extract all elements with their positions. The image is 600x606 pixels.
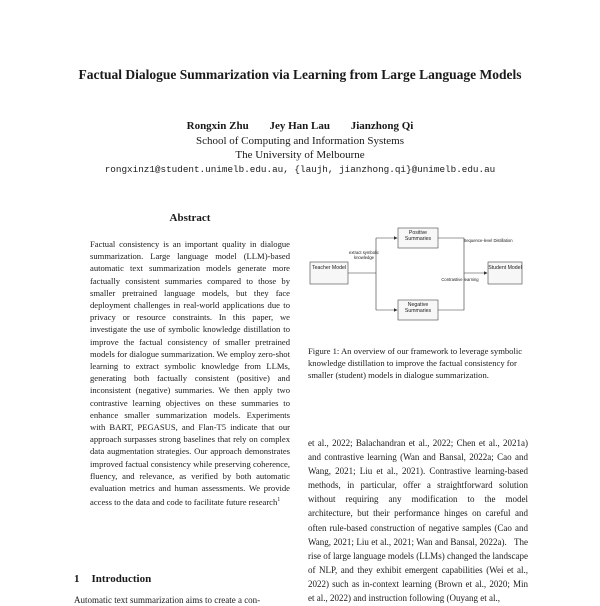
author-emails: rongxinz1@student.unimelb.edu.au, {laujh, jianzhong.qi}@unimelb.edu.au (104, 164, 496, 175)
author-list (40, 120, 560, 132)
footnote-mark: 1 (277, 497, 281, 504)
student-label: Student Model (488, 265, 522, 271)
abstract-body (90, 238, 290, 508)
abstract-heading: Abstract (169, 212, 211, 224)
author-name: Jey Han Lau (269, 120, 330, 132)
positive-box (398, 228, 438, 248)
framework-diagram (304, 222, 530, 330)
author-name: Jianzhong Qi (350, 120, 414, 132)
contrastive-learning-label: Contrastive learning (441, 277, 479, 282)
abstract-text: Factual consistency is an important quality in dialogue summarization. Large language model (LLM)-based automatic text summarization models generate more factually consistent summaries compared to those by smaller pretrained language models, but they face deployment challenges in real-world applications due to privacy or resource constraints. In this paper, we investigate the use of symbolic knowledge distillation to improve the factual consistency of smaller pretrained models for dialogue summarization. We employ zero-shot learning to extract symbolic knowledge from LLMs, generating both factually consistent (positive) and inconsistent (negative) summaries. We then apply two contrastive learning objectives on these summaries to enhance smaller summarization models. Experiments with BART, PEGASUS, and Flan-T5 indicate that our approach surpasses strong baselines that rely on complex data augmentation strategies. Our approach demonstrates improved factual consistency while preserving coherence, fluency, and relevance, as verified by both automatic evaluation metrics and human assessments. We provide access to the data and code to facilitate future research (90, 239, 290, 508)
sequence-distillation-label: Sequence-level Distillation (463, 238, 513, 243)
author-name: Rongxin Zhu (186, 120, 249, 132)
student-box (488, 262, 522, 284)
teacher-label: Teacher Model (311, 265, 347, 271)
intro-partial-line: Automatic text summarization aims to create a con- (74, 595, 261, 605)
section-number: 1 (74, 573, 80, 585)
negative-box (398, 300, 438, 320)
affiliation-school: School of Computing and Information Systems (195, 135, 405, 147)
figure-caption: Figure 1: An overview of our framework to leverage symbolic knowledge distillation to improve the factual consistency for smaller (student) models in dialogue summarization. (308, 346, 523, 381)
paper-title: Factual Dialogue Summarization via Learning from Large Language Models (78, 67, 522, 82)
affiliation-university: The University of Melbourne (235, 149, 365, 161)
positive-label: Positive Summaries (404, 230, 432, 242)
section-title: Introduction (91, 573, 152, 585)
extract-knowledge-label: extract symbolic knowledge (348, 250, 380, 260)
negative-label: Negative Summaries (404, 302, 432, 314)
right-column-body: et al., 2022; Balachandran et al., 2022; Chen et al., 2021a) and contrastive learning (Wan and Bansal, 2022a; Cao and Wang, 2021; Liu et al., 2021). Contrastive learning-based methods, in particular, offer a straightforward solution without requiring any modification to the model architecture, but their performance hinges on careful and often rule-based construction of negative samples (Cao and Wang, 2021; Liu et al., 2021; Wan and Bansal, 2022a). The rise of large language models (LLMs) changed the landscape of NLP, and they exhibit emergent capabilities (Wei et al., 2022) such as in-context learning (Brown et al., 2020; Min et al., 2022) and instruction following (Ouyang et al., (308, 438, 528, 604)
section-heading (74, 573, 151, 585)
teacher-box (310, 262, 348, 284)
